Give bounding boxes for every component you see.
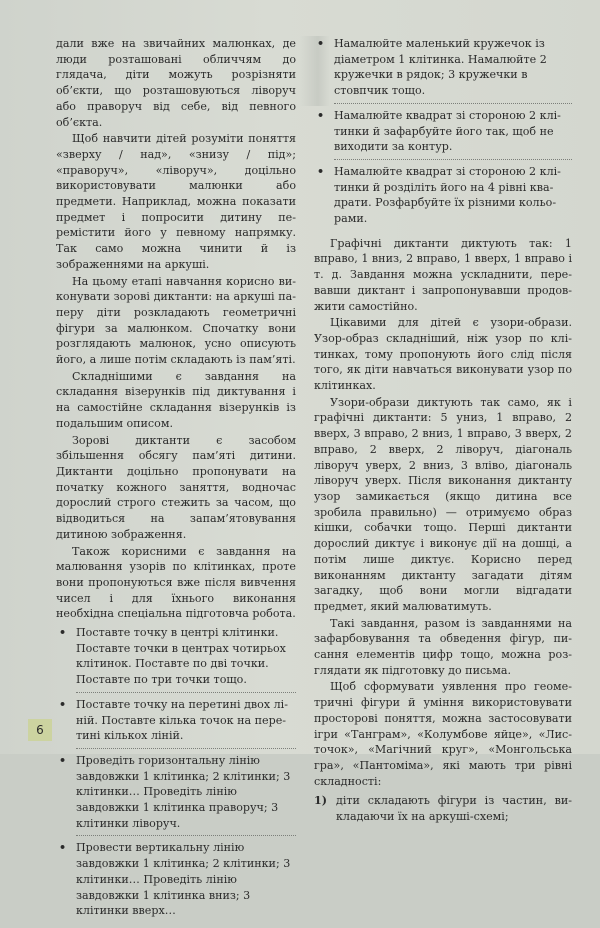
list-item: • Поставте точку в центрі клітинки. Поставте точки в центрах чотирьох клітинок. Поставте по дві точки. Поставте по три точки тощо. bbox=[56, 625, 296, 688]
left-column bbox=[56, 36, 296, 928]
paragraph: Щоб навчити дітей розуміти поняття «зверху / над», «знизу / під»; «праворуч», «ліворуч», доцільно використовувати малюнки або предмети. Наприклад, можна показати предмет і попросити дитину перемістити його у певному напрямку. Так само можна чинити й із зображеннями на аркуші. bbox=[56, 132, 296, 271]
levels-list bbox=[314, 793, 572, 824]
paragraph: дали вже на звичайних малюнках, де люди розташовані обличчям до глядача, діти можуть розрізняти об’єкти, що розташовуються ліворуч або праворуч від себе, від певного об’єкта. bbox=[56, 37, 296, 129]
task-list bbox=[56, 625, 296, 919]
page-number: 6 bbox=[28, 719, 52, 741]
list-item: • Намалюйте маленький кружечок із діаметром 1 клітинка. Намалюйте 2 кружечки в рядок; 3 кружечки в стовпчик тощо. bbox=[314, 36, 572, 99]
paragraph: На цьому етапі навчання корисно виконувати зорові диктанти: на аркуші паперу діти розкладають геометричні фігури за малюнком. Спочатку вони розглядають малюнок, усно описують його, а лише потім складають із пам’яті. bbox=[56, 274, 296, 367]
list-item: • Поставте точку на перетині двох ліній. Поставте кілька точок на перетині кількох ліній. bbox=[56, 697, 296, 744]
list-number: 1) bbox=[314, 794, 327, 808]
paragraph: Щоб сформувати уявлення про геометричні фігури й уміння використовувати просторові поняття, можна застосовувати ігри «Танграм», «Колумбове яйце», «Листочок», «Магічний круг», «Монгольська гра», «Пантоміма», які мають три рівні складності: bbox=[314, 680, 572, 788]
task-list bbox=[314, 36, 572, 227]
list-item: • Намалюйте квадрат зі стороною 2 клітинки й розділіть його на 4 рівні квадрати. Розфарбуйте їх різними кольорами. bbox=[314, 164, 572, 227]
list-item-text: діти складають фігури із частин, викладаючи їх на аркуші-схемі; bbox=[336, 794, 572, 824]
list-item: • Намалюйте квадрат зі стороною 2 клітинки й зафарбуйте його так, щоб не виходити за контур. bbox=[314, 108, 572, 155]
list-item: • Проведіть горизонтальну лінію завдовжки 1 клітинка; 2 клітинки; 3 клітинки… Проведіть лінію завдовжки 1 клітинка праворуч; 3 клітинки ліворуч. bbox=[56, 753, 296, 832]
paragraph: Зорові диктанти є засобом збільшення обсягу пам’яті дитини. Диктанти доцільно пропонувати на початку кожного заняття, водночас дорослий строго стежить за часом, що відводиться на запам’ятовування дитиною зображення. bbox=[56, 433, 296, 541]
paragraph: Узори-образи диктують так само, як і графічні диктанти: 5 униз, 1 вправо, 2 вверх, 3 вправо, 2 вниз, 1 вправо, 3 вверх, 2 вправо, 2 вверх, 2 ліворуч, діагональ ліворуч уверх, 2 вниз, 3 вліво, діагональ ліворуч уверх. Після виконання диктанту узор замикається (якщо дитина все зробила правильно) — отримуємо образ кішки, собачки тощо. Перші диктанти дорослий диктує і виконує дії на дошці, а потім лише диктує. Корисно перед виконанням диктанту загадати дітям загадку, щоб вони могли відгадати предмет, який малюватимуть. bbox=[314, 395, 572, 613]
list-item bbox=[314, 793, 572, 824]
paragraph: Цікавими для дітей є узори-образи. Узор-образ складніший, ніж узор по клітинках, тому пропонують його слід після того, як діти навчаться виконувати узор по клітинках. bbox=[314, 316, 572, 393]
paragraph: Графічні диктанти диктують так: 1 вправо, 1 вниз, 2 вправо, 1 вверх, 1 вправо і т. д. Завдання можна ускладнити, перевавши диктант і запропонувавши продовжити самостійно. bbox=[314, 236, 572, 313]
paragraph: Складнішими є завдання на складання візерунків під диктування і на самостійне складання візерунків із подальшим описом. bbox=[56, 369, 296, 430]
right-column bbox=[314, 36, 572, 825]
paragraph: Також корисними є завдання на малювання узорів по клітинках, проте вони пропонуються вже після вивчення чисел і для їхнього виконання необхідна спеціальна підготовча робота. bbox=[56, 544, 296, 621]
paragraph: Такі завдання, разом із завданнями на зафарбовування та обведення фігур, писання елементів цифр тощо, можна розглядати як підготовку до письма. bbox=[314, 616, 572, 677]
list-item: • Провести вертикальну лінію завдовжки 1 клітинка; 2 клітинки; 3 клітинки… Проведіть лінію завдовжки 1 клітинка вниз; 3 клітинки вверх… bbox=[56, 840, 296, 919]
